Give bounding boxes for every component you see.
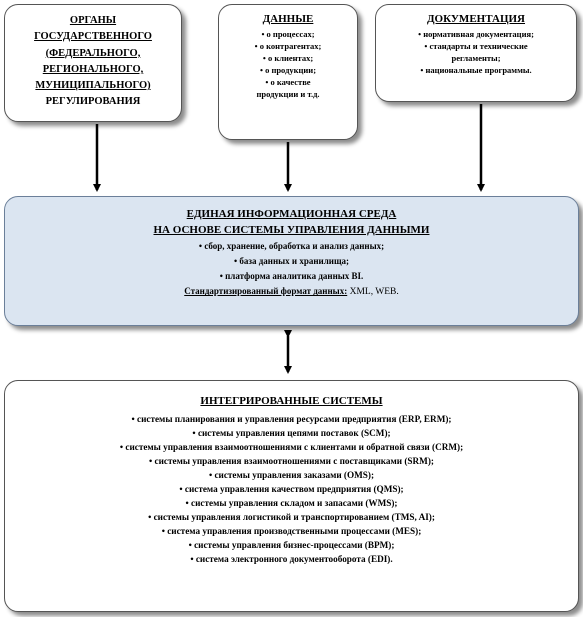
org-title-line-3: (ФЕДЕРАЛЬНОГО, <box>45 47 141 59</box>
center-title-line-2: НА ОСНОВЕ СИСТЕМЫ УПРАВЛЕНИЯ ДАННЫМИ <box>153 223 430 236</box>
integrated-item: • система электронного документооборота (EDI). <box>5 553 578 567</box>
org-title-line-4: РЕГИОНАЛЬНОГО, <box>42 63 144 75</box>
data-format-label: Стандартизированный формат данных: <box>184 286 348 297</box>
unified-info-environment-box <box>4 196 579 326</box>
data-item-tail: продукции и т.д. <box>256 89 320 100</box>
integrated-item: • системы управления складом и запасами (WMS); <box>5 497 578 511</box>
integrated-item: • системы управления взаимоотношениями с клиентами и обратной связи (CRM); <box>5 441 578 455</box>
data-item: • о продукции; <box>219 64 357 76</box>
integrated-item: • системы управления цепями поставок (SCM); <box>5 427 578 441</box>
data-title: ДАННЫЕ <box>262 13 314 25</box>
org-regulation-box <box>4 4 182 122</box>
integrated-item: • система управления качеством предприятия (QMS); <box>5 483 578 497</box>
documentation-item: • национальные программы. <box>382 64 570 76</box>
integrated-title: ИНТЕГРИРОВАННЫЕ СИСТЕМЫ <box>200 395 383 407</box>
integrated-item: • системы управления взаимоотношениями с поставщиками (SRM); <box>5 455 578 469</box>
org-title-line-5: МУНИЦИПАЛЬНОГО) <box>35 80 151 92</box>
data-item: • о клиентах; <box>219 52 357 64</box>
org-title-line-6: РЕГУЛИРОВАНИЯ <box>45 96 141 108</box>
data-item: • о качестве <box>219 76 357 88</box>
integrated-item: • системы управления заказами (OMS); <box>5 469 578 483</box>
center-title-line-1: ЕДИНАЯ ИНФОРМАЦИОННАЯ СРЕДА <box>186 208 397 220</box>
data-format-line <box>5 284 578 299</box>
data-box <box>218 4 358 140</box>
data-item: • о процессах; <box>219 28 357 40</box>
center-item: • платформа аналитика данных BI. <box>5 269 578 284</box>
integrated-item: • системы управления бизнес-процессами (BPM); <box>5 539 578 553</box>
documentation-title: ДОКУМЕНТАЦИЯ <box>426 13 526 25</box>
center-item: • сбор, хранение, обработка и анализ данных; <box>5 239 578 254</box>
data-format-value: XML, WEB. <box>347 287 399 298</box>
documentation-item-tail: регламенты; <box>451 53 501 64</box>
documentation-item: • нормативная документация; <box>382 28 570 40</box>
documentation-box <box>375 4 577 102</box>
integrated-item: • системы управления логистикой и транспортированием (TMS, AI); <box>5 511 578 525</box>
documentation-item: • стандарты и технические <box>382 40 570 52</box>
integrated-item: • системы планирования и управления ресурсами предприятия (ERP, ERM); <box>5 413 578 427</box>
org-title-line-1: ОРГАНЫ <box>69 15 117 26</box>
data-item: • о контрагентах; <box>219 40 357 52</box>
integrated-systems-box <box>4 380 579 612</box>
center-item: • база данных и хранилища; <box>5 254 578 269</box>
org-title-line-2: ГОСУДАРСТВЕННОГО <box>34 31 152 43</box>
integrated-item: • система управления производственными процессами (MES); <box>5 525 578 539</box>
